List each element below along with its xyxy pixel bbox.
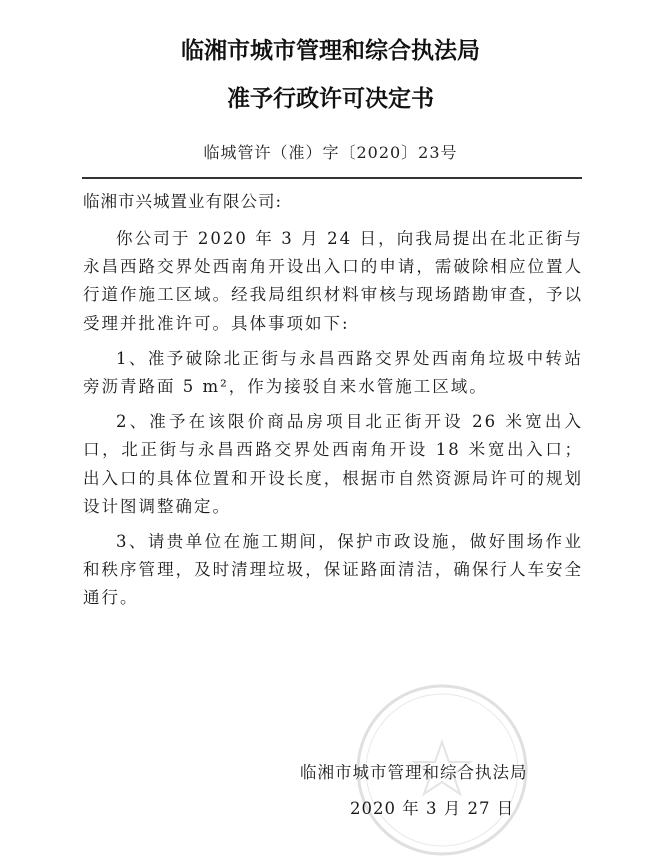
body-paragraph-intro: 你公司于 2020 年 3 月 24 日，向我局提出在北正街与永昌西路交界处西南角开设出入口的申请，需破除相应位置人行道作施工区域。经我局组织材料审核与现场踏勘审查，予以受理并批准许可。具体事项如下: (83, 229, 583, 333)
document-number: 临城管许（准）字〔2020〕23号 (203, 143, 458, 162)
signature-date: 2020 年 3 月 27 日 (350, 799, 515, 818)
body-paragraph-item-2: 2、准予在该限价商品房项目北正街开设 26 米宽出入口，北正街与永昌西路交界处西南角开设 18 米宽出入口；出入口的具体位置和开设长度，根据市自然资源局许可的规划设计图调整确定。 (83, 412, 583, 516)
addressee: 临湘市兴城置业有限公司: (83, 192, 283, 211)
body-paragraph-item-1: 1、准予破除北正街与永昌西路交界处西南角垃圾中转站旁沥青路面 5 m²，作为接驳自来水管施工区域。 (83, 348, 583, 397)
document-body (83, 225, 583, 620)
signature-organization: 临湘市城市管理和综合执法局 (300, 763, 528, 782)
document-title-line2: 准予行政许可决定书 (227, 86, 434, 112)
body-paragraph-item-3: 3、请贵单位在施工期间，保护市政设施，做好围场作业和秩序管理，及时清理垃圾，保证路面清洁，确保行人车安全通行。 (83, 532, 583, 608)
document-title-line1: 临湘市城市管理和综合执法局 (181, 38, 480, 64)
header-divider (82, 177, 582, 179)
